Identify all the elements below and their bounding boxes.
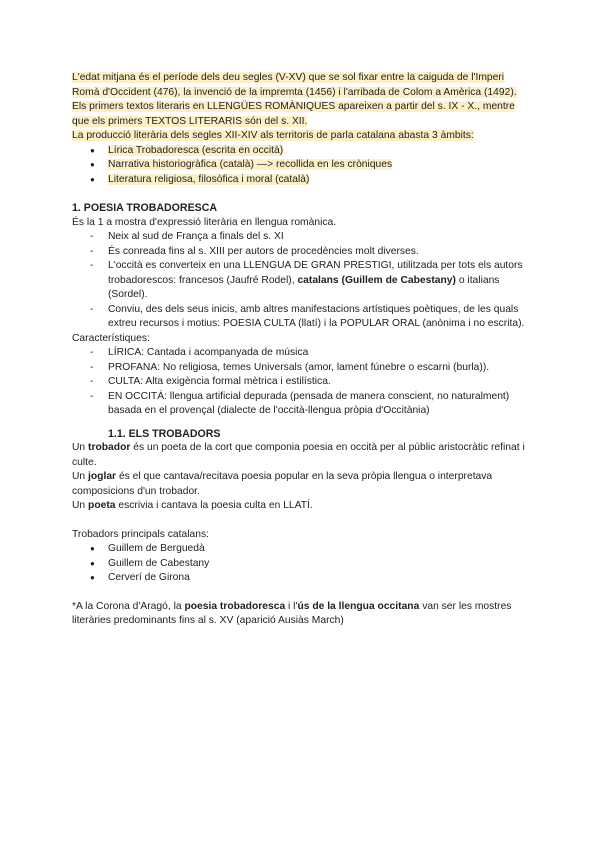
point-text: És conreada fins al s. XIII per autors de procedències molt diverses. (108, 245, 419, 257)
def-text: Un (72, 442, 89, 453)
list-item (90, 542, 532, 557)
definition (72, 499, 532, 514)
area-label: Literatura religiosa, filosòfica i moral (català) (108, 173, 310, 185)
feature-text: LÍRICA: Cantada i acompanyada de música (108, 347, 309, 358)
point-text: Conviu, des dels seus inicis, amb altres manifestacions artístiques poètiques, de les quals extreu recursos i motius: POESIA CULTA (llatí) i la POPULAR ORAL (anònima i no escrita). (108, 303, 525, 329)
def-text: és un poeta de la cort que componia poesia en occità per al públic aristocràtic refinat i culte. (72, 442, 525, 468)
feature-text: CULTA: Alta exigència formal mètrica i estilística. (108, 376, 331, 387)
list-item (90, 361, 532, 376)
document-page (72, 71, 532, 629)
list-item (90, 571, 532, 586)
note-bold: ús de la llengua occitana (297, 600, 420, 612)
feature-text: PROFANA: No religiosa, temes Universals (amor, lament fúnebre o escarni (burla)). (108, 361, 490, 373)
list-item (90, 557, 532, 572)
features-list (72, 346, 532, 419)
point-text: Neix al sud de França a finals del s. XI (108, 231, 284, 242)
intro-scope (72, 129, 532, 144)
points-list (72, 230, 532, 332)
note-bold: poesia trobadoresca (184, 600, 286, 612)
list-item (90, 144, 532, 159)
troubadours-label: Trobadors principals catalans: (72, 528, 209, 540)
area-label: Lírica Trobadoresca (escrita en occità) (108, 144, 284, 156)
list-item (90, 173, 532, 188)
subsection-title: 1.1. ELS TROBADORS (108, 427, 221, 440)
note-text: *A la Corona d'Aragó, la (72, 600, 185, 612)
point-bold: catalans (Guillem de Cabestany) (297, 274, 456, 286)
definition (72, 441, 532, 470)
list-item (90, 303, 532, 332)
def-text: Un (72, 471, 89, 482)
area-label: Narrativa historiogràfica (català) —> recollida en les cròniques (108, 159, 393, 170)
troubadours-list (72, 542, 532, 586)
section-lead: És la 1 a mostra d'expressió literària en llengua romànica. (72, 216, 337, 228)
list-item (90, 245, 532, 260)
section-title: 1. POESIA TROBADORESCA (72, 202, 217, 214)
list-item (90, 346, 532, 361)
list-item (90, 158, 532, 173)
def-text: és el que cantava/recitava poesia popular en la seva pròpia llengua o interpretava composicions d'un trobador. (72, 471, 493, 497)
def-text: Un (72, 500, 89, 511)
intro-text: L'edat mitjana és el període dels deu segles (V-XV) que se sol fixar entre la caiguda de l'Imperi Romà d'Occident (476), la invenció de la impremta (1456) i l'arribada de Colom a Amèrica (1492). Els primers textos literaris en LLENGÜES ROMÀNIQUES apareixen a partir del s. IX - X., mentre que els primers TEXTOS LITERARIS són del s. XII. (72, 72, 517, 127)
def-text: escrivia i cantava la poesia culta en LLATÍ. (115, 500, 313, 511)
troubadour-name: Cerverí de Girona (108, 572, 190, 583)
feature-text: EN OCCITÀ: llengua artificial depurada (pensada de manera conscient, no naturalment) basada en el provençal (dialecte de l'occità-llengua pròpia d'Occitània) (108, 390, 510, 416)
note-text: i l' (285, 600, 298, 612)
list-item (90, 259, 532, 303)
intro-paragraph (72, 71, 532, 129)
list-item (90, 375, 532, 390)
troubadour-name: Guillem de Cabestany (108, 557, 210, 569)
def-term: poeta (88, 500, 116, 511)
note-text: van ser les mostres literàries predominants fins al s. XV (aparició Ausiàs March) (72, 600, 512, 626)
point-text-end: o italians (Sordel). (108, 274, 500, 300)
footnote (72, 600, 532, 629)
def-term: trobador (88, 442, 131, 453)
troubadour-name: Guillem de Berguedà (108, 543, 205, 554)
def-term: joglar (88, 471, 117, 482)
definition (72, 470, 532, 499)
areas-list (72, 144, 532, 188)
features-label: Característiques: (72, 332, 150, 344)
scope-text: La producció literària dels segles XII-XIV als territoris de parla catalana abasta 3 àmbits: (72, 130, 474, 141)
list-item (90, 230, 532, 245)
point-text: L'occità es converteix en una LLENGUA DE GRAN PRESTIGI, utilitzada per tots els autors trobadorescos: francesos (Jaufré Rodel), (108, 260, 523, 286)
list-item (90, 390, 532, 419)
